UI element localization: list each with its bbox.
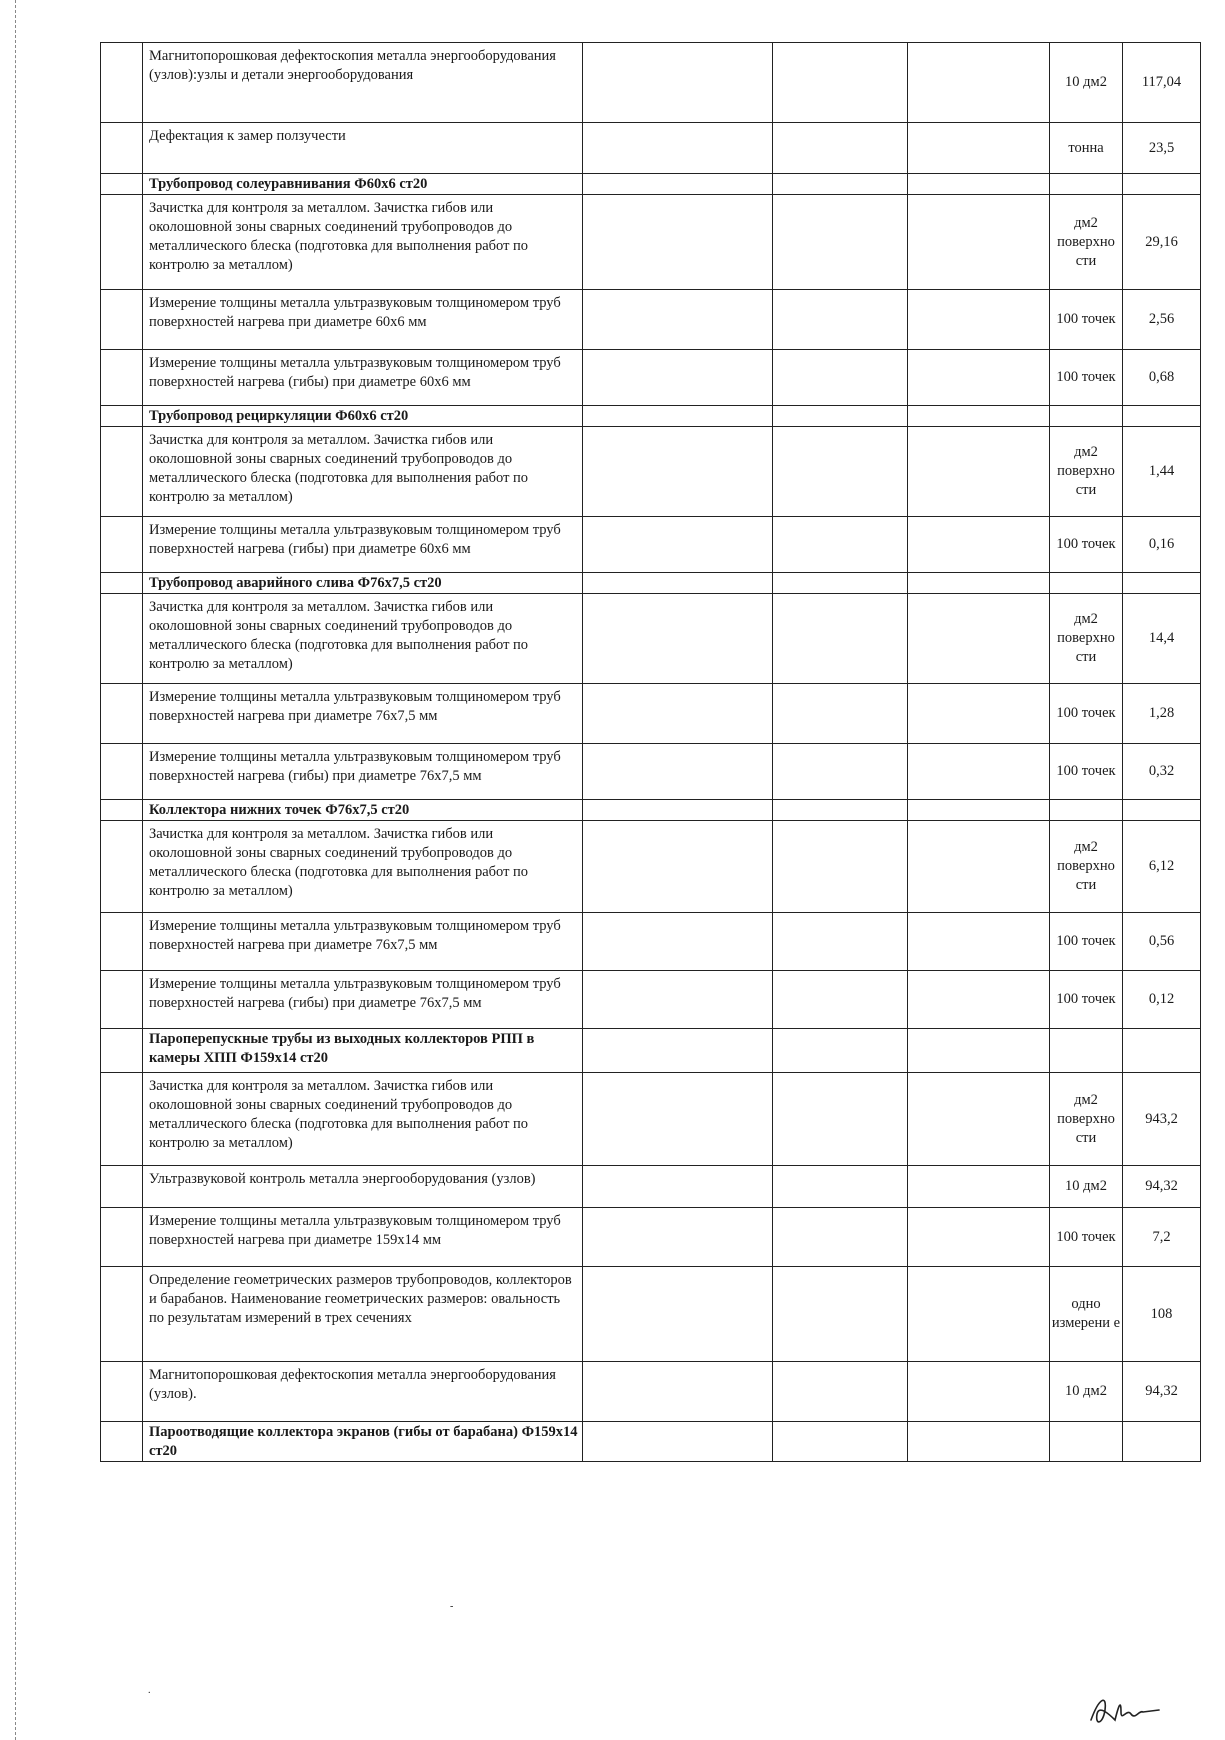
empty-cell bbox=[908, 744, 1050, 800]
unit-cell: дм2 поверхно сти bbox=[1050, 1073, 1123, 1166]
quantity-cell bbox=[1123, 573, 1201, 594]
number-cell bbox=[101, 1166, 143, 1208]
empty-cell bbox=[773, 1073, 908, 1166]
unit-cell: 100 точек bbox=[1050, 290, 1123, 350]
number-cell bbox=[101, 971, 143, 1029]
empty-cell bbox=[583, 350, 773, 406]
unit-cell: 10 дм2 bbox=[1050, 1362, 1123, 1422]
table-row bbox=[101, 1362, 1201, 1422]
work-description: Измерение толщины металла ультразвуковым толщиномером труб поверхностей нагрева (гибы) при диаметре 60х6 мм bbox=[143, 517, 583, 573]
number-cell bbox=[101, 350, 143, 406]
empty-cell bbox=[773, 195, 908, 290]
section-row bbox=[101, 406, 1201, 427]
empty-cell bbox=[773, 594, 908, 684]
table-row bbox=[101, 43, 1201, 123]
work-description: Измерение толщины металла ультразвуковым толщиномером труб поверхностей нагрева (гибы) при диаметре 60х6 мм bbox=[143, 350, 583, 406]
unit-cell: дм2 поверхно сти bbox=[1050, 821, 1123, 913]
number-cell bbox=[101, 195, 143, 290]
table-row bbox=[101, 195, 1201, 290]
empty-cell bbox=[583, 1073, 773, 1166]
section-title: Пароперепускные трубы из выходных коллекторов РПП в камеры ХПП Ф159х14 ст20 bbox=[143, 1029, 583, 1073]
work-description: Зачистка для контроля за металлом. Зачистка гибов или околошовной зоны сварных соединений трубопроводов до металлического блеска (подготовка для выполнения работ по контролю за металлом) bbox=[143, 594, 583, 684]
section-row bbox=[101, 174, 1201, 195]
work-description: Измерение толщины металла ультразвуковым толщиномером труб поверхностей нагрева при диаметре 159х14 мм bbox=[143, 1208, 583, 1267]
work-description: Измерение толщины металла ультразвуковым толщиномером труб поверхностей нагрева (гибы) при диаметре 76х7,5 мм bbox=[143, 744, 583, 800]
empty-cell bbox=[583, 971, 773, 1029]
empty-cell bbox=[583, 1166, 773, 1208]
work-description: Дефектация к замер ползучести bbox=[143, 123, 583, 174]
quantity-cell: 117,04 bbox=[1123, 43, 1201, 123]
empty-cell bbox=[908, 1362, 1050, 1422]
quantity-cell bbox=[1123, 406, 1201, 427]
number-cell bbox=[101, 43, 143, 123]
work-description: Магнитопорошковая дефектоскопия металла энергооборудования (узлов):узлы и детали энергооборудования bbox=[143, 43, 583, 123]
unit-cell: 100 точек bbox=[1050, 684, 1123, 744]
unit-cell: дм2 поверхно сти bbox=[1050, 195, 1123, 290]
work-description: Зачистка для контроля за металлом. Зачистка гибов или околошовной зоны сварных соединений трубопроводов до металлического блеска (подготовка для выполнения работ по контролю за металлом) bbox=[143, 821, 583, 913]
unit-cell bbox=[1050, 1422, 1123, 1462]
empty-cell bbox=[773, 1166, 908, 1208]
quantity-cell: 94,32 bbox=[1123, 1362, 1201, 1422]
empty-cell bbox=[908, 1267, 1050, 1362]
quantity-cell bbox=[1123, 174, 1201, 195]
table-row bbox=[101, 821, 1201, 913]
number-cell bbox=[101, 684, 143, 744]
empty-cell bbox=[583, 913, 773, 971]
table-row bbox=[101, 744, 1201, 800]
quantity-cell: 1,28 bbox=[1123, 684, 1201, 744]
empty-cell bbox=[908, 1029, 1050, 1073]
empty-cell bbox=[908, 684, 1050, 744]
quantity-cell: 943,2 bbox=[1123, 1073, 1201, 1166]
unit-cell: 100 точек bbox=[1050, 913, 1123, 971]
empty-cell bbox=[908, 800, 1050, 821]
empty-cell bbox=[773, 800, 908, 821]
empty-cell bbox=[908, 517, 1050, 573]
signature-image bbox=[1085, 1690, 1165, 1730]
number-cell bbox=[101, 913, 143, 971]
table-row bbox=[101, 290, 1201, 350]
empty-cell bbox=[908, 821, 1050, 913]
empty-cell bbox=[583, 684, 773, 744]
empty-cell bbox=[583, 1422, 773, 1462]
quantity-cell: 6,12 bbox=[1123, 821, 1201, 913]
empty-cell bbox=[908, 573, 1050, 594]
empty-cell bbox=[773, 290, 908, 350]
empty-cell bbox=[908, 290, 1050, 350]
work-description: Магнитопорошковая дефектоскопия металла энергооборудования (узлов). bbox=[143, 1362, 583, 1422]
unit-cell: 100 точек bbox=[1050, 1208, 1123, 1267]
empty-cell bbox=[583, 406, 773, 427]
unit-cell bbox=[1050, 406, 1123, 427]
empty-cell bbox=[583, 195, 773, 290]
number-cell bbox=[101, 1073, 143, 1166]
number-cell bbox=[101, 123, 143, 174]
quantity-cell: 0,12 bbox=[1123, 971, 1201, 1029]
empty-cell bbox=[908, 406, 1050, 427]
number-cell bbox=[101, 174, 143, 195]
empty-cell bbox=[773, 1362, 908, 1422]
table-row bbox=[101, 350, 1201, 406]
number-cell bbox=[101, 1208, 143, 1267]
empty-cell bbox=[773, 971, 908, 1029]
number-cell bbox=[101, 406, 143, 427]
empty-cell bbox=[908, 1422, 1050, 1462]
empty-cell bbox=[773, 427, 908, 517]
table-row bbox=[101, 684, 1201, 744]
empty-cell bbox=[773, 406, 908, 427]
work-description: Зачистка для контроля за металлом. Зачистка гибов или околошовной зоны сварных соединений трубопроводов до металлического блеска (подготовка для выполнения работ по контролю за металлом) bbox=[143, 1073, 583, 1166]
unit-cell: 100 точек bbox=[1050, 350, 1123, 406]
empty-cell bbox=[908, 1073, 1050, 1166]
work-description: Ультразвуковой контроль металла энергооборудования (узлов) bbox=[143, 1166, 583, 1208]
unit-cell bbox=[1050, 800, 1123, 821]
number-cell bbox=[101, 821, 143, 913]
quantity-cell: 0,56 bbox=[1123, 913, 1201, 971]
number-cell bbox=[101, 1362, 143, 1422]
work-description: Измерение толщины металла ультразвуковым толщиномером труб поверхностей нагрева при диаметре 76х7,5 мм bbox=[143, 684, 583, 744]
empty-cell bbox=[583, 744, 773, 800]
empty-cell bbox=[773, 123, 908, 174]
empty-cell bbox=[583, 1267, 773, 1362]
quantity-cell: 2,56 bbox=[1123, 290, 1201, 350]
empty-cell bbox=[583, 517, 773, 573]
section-row bbox=[101, 1422, 1201, 1462]
empty-cell bbox=[583, 1029, 773, 1073]
number-cell bbox=[101, 1422, 143, 1462]
unit-cell: одно измерени е bbox=[1050, 1267, 1123, 1362]
work-description: Зачистка для контроля за металлом. Зачистка гибов или околошовной зоны сварных соединений трубопроводов до металлического блеска (подготовка для выполнения работ по контролю за металлом) bbox=[143, 195, 583, 290]
unit-cell bbox=[1050, 573, 1123, 594]
unit-cell: 10 дм2 bbox=[1050, 43, 1123, 123]
work-description: Зачистка для контроля за металлом. Зачистка гибов или околошовной зоны сварных соединений трубопроводов до металлического блеска (подготовка для выполнения работ по контролю за металлом) bbox=[143, 427, 583, 517]
quantity-cell: 7,2 bbox=[1123, 1208, 1201, 1267]
table-row bbox=[101, 517, 1201, 573]
unit-cell bbox=[1050, 1029, 1123, 1073]
empty-cell bbox=[908, 43, 1050, 123]
section-title: Пароотводящие коллектора экранов (гибы от барабана) Ф159х14 ст20 bbox=[143, 1422, 583, 1462]
empty-cell bbox=[773, 350, 908, 406]
empty-cell bbox=[773, 821, 908, 913]
number-cell bbox=[101, 1029, 143, 1073]
page-margin-line bbox=[15, 0, 16, 1740]
unit-cell: тонна bbox=[1050, 123, 1123, 174]
empty-cell bbox=[773, 1422, 908, 1462]
empty-cell bbox=[583, 43, 773, 123]
unit-cell: 10 дм2 bbox=[1050, 1166, 1123, 1208]
bottom-mark: - bbox=[450, 1601, 454, 1612]
quantity-cell: 94,32 bbox=[1123, 1166, 1201, 1208]
empty-cell bbox=[773, 1029, 908, 1073]
unit-cell: 100 точек bbox=[1050, 744, 1123, 800]
empty-cell bbox=[908, 350, 1050, 406]
table-row bbox=[101, 1267, 1201, 1362]
table-row bbox=[101, 1073, 1201, 1166]
number-cell bbox=[101, 744, 143, 800]
section-title: Трубопровод солеуравнивания Ф60х6 ст20 bbox=[143, 174, 583, 195]
empty-cell bbox=[583, 427, 773, 517]
number-cell bbox=[101, 800, 143, 821]
work-description: Определение геометрических размеров трубопроводов, коллекторов и барабанов. Наименование геометрических размеров: овальность по результатам измерений в трех сечениях bbox=[143, 1267, 583, 1362]
empty-cell bbox=[773, 174, 908, 195]
table-row bbox=[101, 971, 1201, 1029]
empty-cell bbox=[583, 1208, 773, 1267]
empty-cell bbox=[773, 43, 908, 123]
unit-cell: 100 точек bbox=[1050, 517, 1123, 573]
empty-cell bbox=[583, 290, 773, 350]
section-title: Трубопровод аварийного слива Ф76х7,5 ст20 bbox=[143, 573, 583, 594]
empty-cell bbox=[583, 821, 773, 913]
empty-cell bbox=[908, 427, 1050, 517]
quantity-cell bbox=[1123, 1029, 1201, 1073]
table-row bbox=[101, 594, 1201, 684]
section-title: Трубопровод рециркуляции Ф60х6 ст20 bbox=[143, 406, 583, 427]
empty-cell bbox=[908, 913, 1050, 971]
empty-cell bbox=[583, 573, 773, 594]
unit-cell bbox=[1050, 174, 1123, 195]
work-description: Измерение толщины металла ультразвуковым толщиномером труб поверхностей нагрева при диаметре 76х7,5 мм bbox=[143, 913, 583, 971]
empty-cell bbox=[908, 123, 1050, 174]
quantity-cell: 29,16 bbox=[1123, 195, 1201, 290]
unit-cell: дм2 поверхно сти bbox=[1050, 594, 1123, 684]
unit-cell: дм2 поверхно сти bbox=[1050, 427, 1123, 517]
empty-cell bbox=[908, 971, 1050, 1029]
empty-cell bbox=[773, 744, 908, 800]
quantity-cell: 14,4 bbox=[1123, 594, 1201, 684]
number-cell bbox=[101, 290, 143, 350]
empty-cell bbox=[583, 800, 773, 821]
quantity-cell: 23,5 bbox=[1123, 123, 1201, 174]
unit-cell: 100 точек bbox=[1050, 971, 1123, 1029]
empty-cell bbox=[773, 1267, 908, 1362]
table-row bbox=[101, 427, 1201, 517]
quantity-cell bbox=[1123, 800, 1201, 821]
section-row bbox=[101, 573, 1201, 594]
quantity-cell: 0,68 bbox=[1123, 350, 1201, 406]
quantity-cell: 0,16 bbox=[1123, 517, 1201, 573]
work-table bbox=[100, 42, 1201, 1462]
empty-cell bbox=[773, 573, 908, 594]
empty-cell bbox=[908, 195, 1050, 290]
empty-cell bbox=[583, 594, 773, 684]
table-row bbox=[101, 1166, 1201, 1208]
empty-cell bbox=[908, 594, 1050, 684]
table-row bbox=[101, 913, 1201, 971]
number-cell bbox=[101, 573, 143, 594]
quantity-cell: 0,32 bbox=[1123, 744, 1201, 800]
number-cell bbox=[101, 594, 143, 684]
table-row bbox=[101, 1208, 1201, 1267]
number-cell bbox=[101, 517, 143, 573]
number-cell bbox=[101, 427, 143, 517]
quantity-cell: 108 bbox=[1123, 1267, 1201, 1362]
empty-cell bbox=[773, 684, 908, 744]
empty-cell bbox=[908, 1208, 1050, 1267]
empty-cell bbox=[583, 1362, 773, 1422]
quantity-cell: 1,44 bbox=[1123, 427, 1201, 517]
quantity-cell bbox=[1123, 1422, 1201, 1462]
section-title: Коллектора нижних точек Ф76х7,5 ст20 bbox=[143, 800, 583, 821]
work-description: Измерение толщины металла ультразвуковым толщиномером труб поверхностей нагрева при диаметре 60х6 мм bbox=[143, 290, 583, 350]
empty-cell bbox=[583, 174, 773, 195]
number-cell bbox=[101, 1267, 143, 1362]
empty-cell bbox=[908, 174, 1050, 195]
empty-cell bbox=[773, 517, 908, 573]
work-description: Измерение толщины металла ультразвуковым толщиномером труб поверхностей нагрева (гибы) при диаметре 76х7,5 мм bbox=[143, 971, 583, 1029]
table-row bbox=[101, 123, 1201, 174]
empty-cell bbox=[908, 1166, 1050, 1208]
empty-cell bbox=[583, 123, 773, 174]
margin-dot: . bbox=[148, 1685, 151, 1696]
empty-cell bbox=[773, 1208, 908, 1267]
empty-cell bbox=[773, 913, 908, 971]
section-row bbox=[101, 800, 1201, 821]
section-row bbox=[101, 1029, 1201, 1073]
